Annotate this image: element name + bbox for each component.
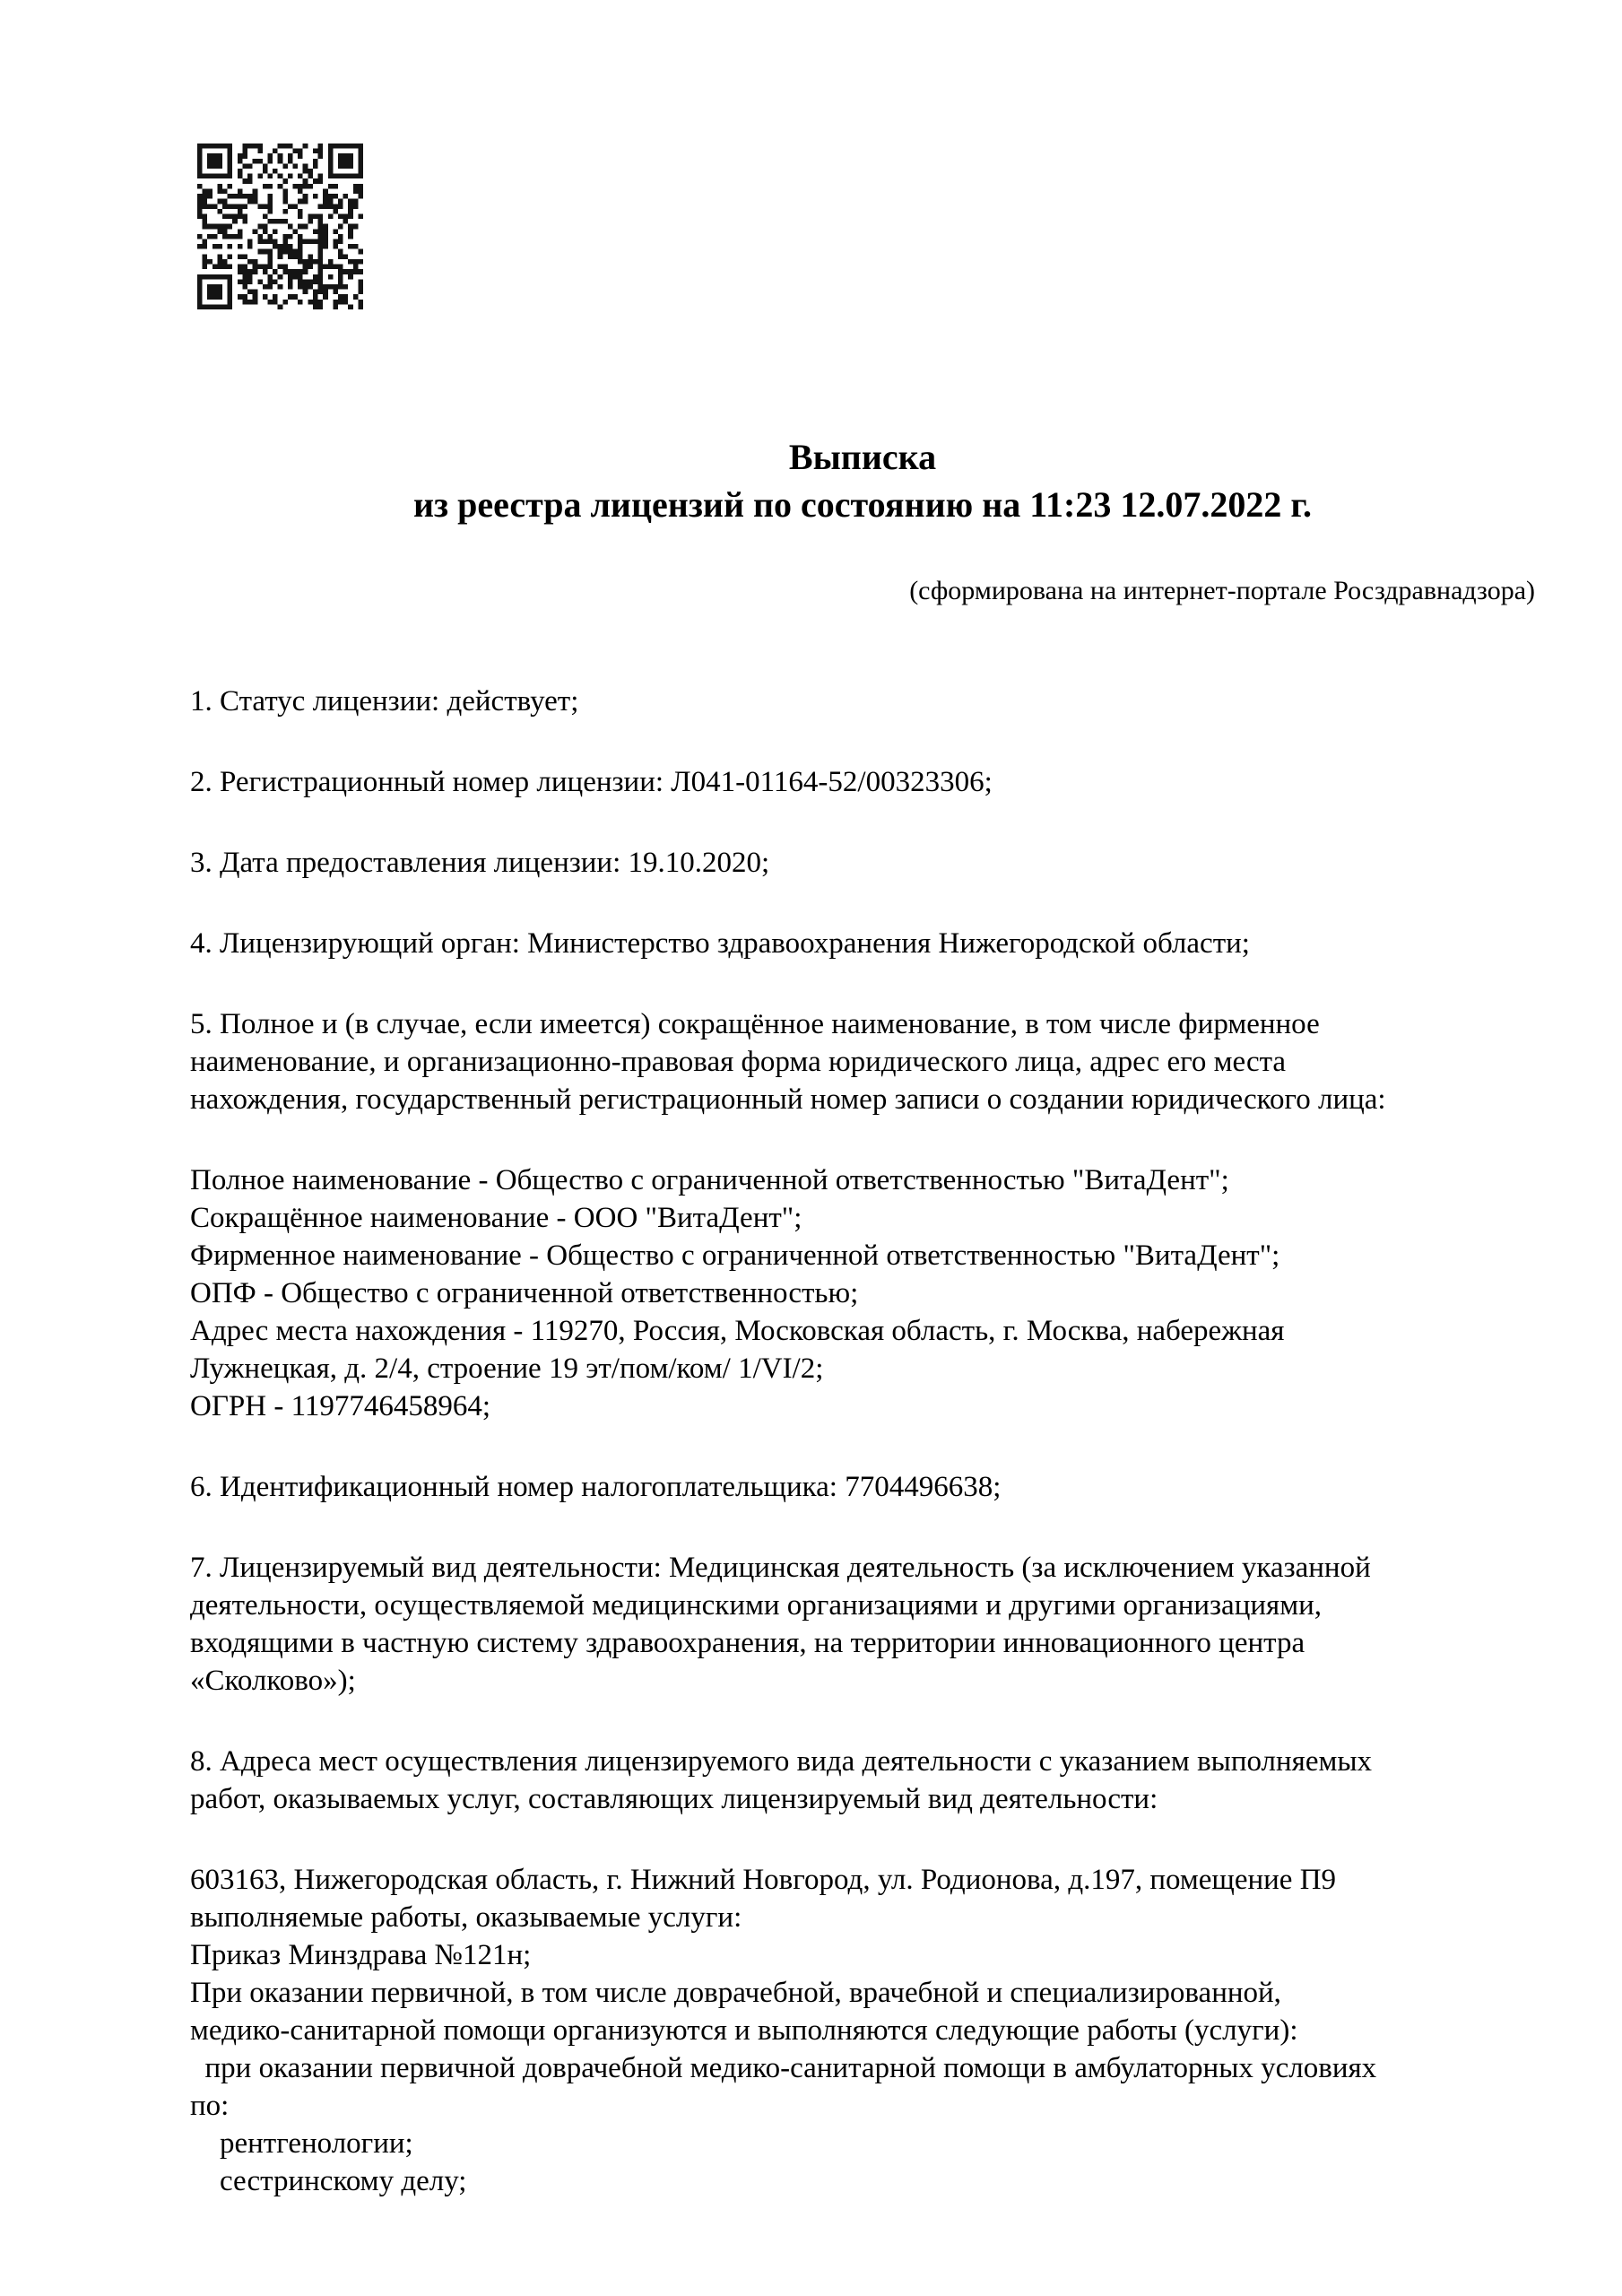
- text-line: Адрес места нахождения - 119270, Россия, Московская область, г. Москва, набережная: [190, 1315, 1285, 1347]
- paragraph: [190, 1161, 1535, 1425]
- text-line: «Сколково»);: [190, 1665, 356, 1697]
- text-line: при оказании первичной доврачебной медико-санитарной помощи в амбулаторных условиях: [190, 2052, 1377, 2084]
- paragraph: [190, 844, 1535, 882]
- paragraph: [190, 925, 1535, 962]
- text-line: деятельности, осуществляемой медицинскими организациями и другими организациями,: [190, 1589, 1322, 1622]
- text-line: 7. Лицензируемый вид деятельности: Медицинская деятельность (за исключением указанной: [190, 1552, 1371, 1584]
- title-line-2: из реестра лицензий по состоянию на 11:23 12.07.2022 г.: [412, 484, 1313, 525]
- qr-code-icon: [197, 144, 363, 309]
- text-line: Приказ Минздрава №121н;: [190, 1939, 532, 1971]
- text-line: 1. Статус лицензии: действует;: [190, 685, 579, 718]
- paragraph: [190, 1468, 1535, 1506]
- paragraph: [190, 1005, 1535, 1118]
- document-title: [190, 433, 1535, 528]
- text-line: Сокращённое наименование - ООО "ВитаДент";: [190, 1202, 802, 1234]
- document-body: [190, 683, 1535, 2200]
- text-line: 6. Идентификационный номер налогоплательщика: 7704496638;: [190, 1471, 1002, 1503]
- text-line: 4. Лицензирующий орган: Министерство здравоохранения Нижегородской области;: [190, 927, 1250, 960]
- document-subtitle: (сформирована на интернет-портале Росздравнадзора): [909, 576, 1535, 605]
- paragraph: [190, 1743, 1535, 1818]
- text-line: работ, оказываемых услуг, составляющих лицензируемый вид деятельности:: [190, 1783, 1158, 1815]
- text-line: При оказании первичной, в том числе доврачебной, врачебной и специализированной,: [190, 1977, 1281, 2009]
- text-line: ОГРН - 1197746458964;: [190, 1390, 491, 1422]
- text-line: наименование, и организационно-правовая форма юридического лица, адрес его места: [190, 1046, 1287, 1078]
- text-line: рентгенологии;: [190, 2127, 413, 2160]
- text-line: выполняемые работы, оказываемые услуги:: [190, 1901, 742, 1934]
- text-line: медико-санитарной помощи организуются и выполняются следующие работы (услуги):: [190, 2014, 1298, 2047]
- paragraph: [190, 763, 1535, 801]
- text-line: 3. Дата предоставления лицензии: 19.10.2020;: [190, 847, 770, 879]
- title-line-1: Выписка: [788, 437, 937, 477]
- paragraph: [190, 1861, 1535, 2200]
- text-line: сестринскому делу;: [190, 2165, 467, 2197]
- text-line: Лужнецкая, д. 2/4, строение 19 эт/пом/ком/ 1/VI/2;: [190, 1352, 824, 1385]
- text-line: Фирменное наименование - Общество с ограниченной ответственностью "ВитаДент";: [190, 1239, 1280, 1272]
- text-line: 2. Регистрационный номер лицензии: Л041-01164-52/00323306;: [190, 766, 993, 798]
- text-line: ОПФ - Общество с ограниченной ответственностью;: [190, 1277, 859, 1309]
- text-line: Полное наименование - Общество с ограниченной ответственностью "ВитаДент";: [190, 1164, 1229, 1196]
- text-line: 8. Адреса мест осуществления лицензируемого вида деятельности с указанием выполняемых: [190, 1745, 1373, 1778]
- text-line: 603163, Нижегородская область, г. Нижний Новгород, ул. Родионова, д.197, помещение П9: [190, 1864, 1337, 1896]
- text-line: по:: [190, 2090, 230, 2122]
- text-line: нахождения, государственный регистрационный номер записи о создании юридического лица:: [190, 1083, 1386, 1116]
- paragraph: [190, 683, 1535, 720]
- paragraph: [190, 1549, 1535, 1700]
- text-line: входящими в частную систему здравоохранения, на территории инновационного центра: [190, 1627, 1305, 1659]
- text-line: 5. Полное и (в случае, если имеется) сокращённое наименование, в том числе фирменное: [190, 1008, 1320, 1040]
